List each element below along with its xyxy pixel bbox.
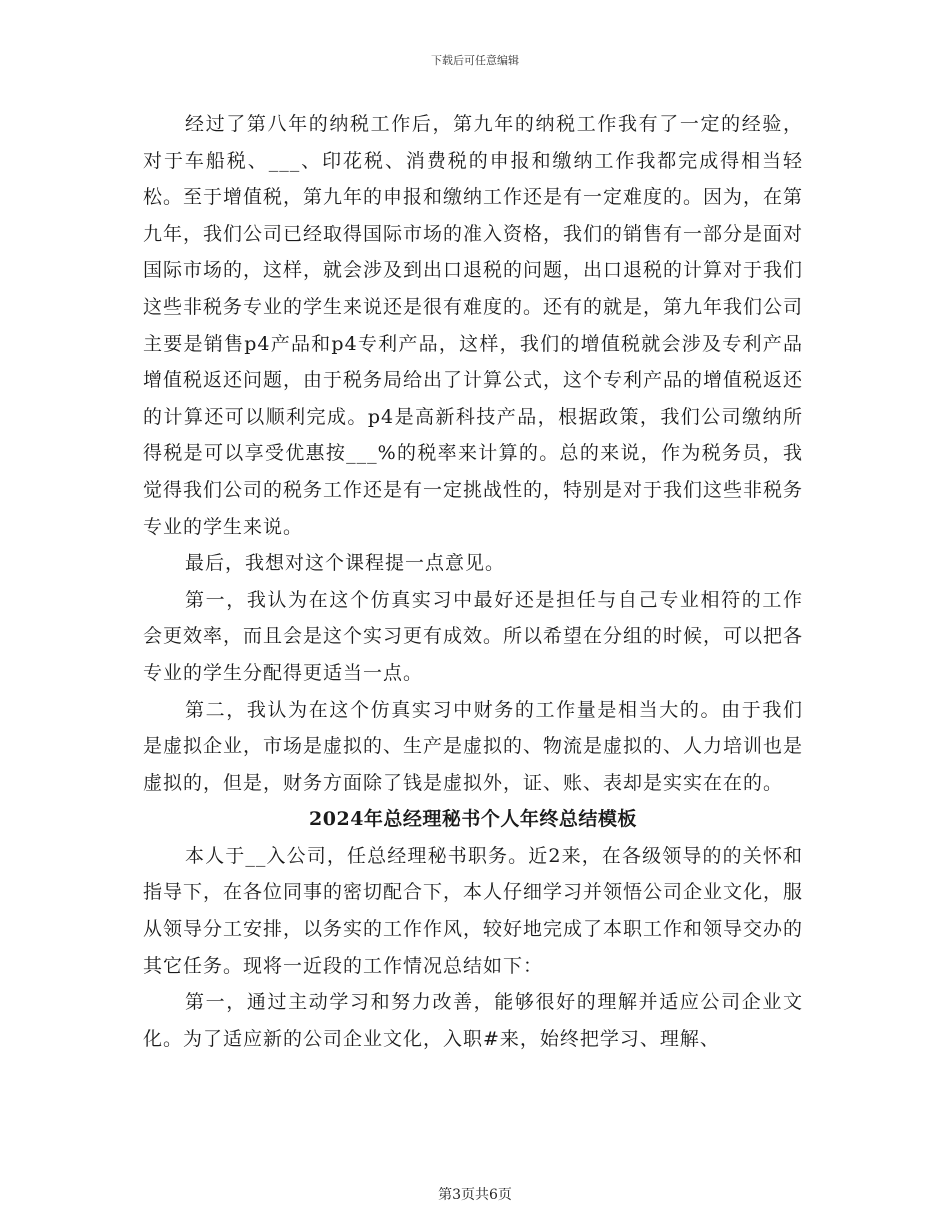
paragraph-suggestion-first: 第一，我认为在这个仿真实习中最好还是担任与自己专业相符的工作会更效率，而且会是这个实习更有成效。所以希望在分组的时候，可以把各专业的学生分配得更适当一点。 bbox=[143, 588, 804, 684]
paragraph-tax-work: 经过了第八年的纳税工作后，第九年的纳税工作我有了一定的经验，对于车船税、___、印花税、消费税的申报和缴纳工作我都完成得相当轻松。至于增值税，第九年的申报和缴纳工作还是有一定难度的。因为，在第九年，我们公司已经取得国际市场的准入资格，我们的销售有一部分是面对国际市场的，这样，就会涉及到出口退税的问题，出口退税的计算对于我们这些非税务专业的学生来说还是很有难度的。还有的就是，第九年我们公司主要是销售p4产品和p4专利产品，这样，我们的增值税就会涉及专利产品增值税返还问题，由于税务局给出了计算公式，这个专利产品的增值税返还的计算还可以顺利完成。p4是高新科技产品，根据政策，我们公司缴纳所得税是可以享受优惠按___%的税率来计算的。总的来说，作为税务员，我觉得我们公司的税务工作还是有一定挑战性的，特别是对于我们这些非税务专业的学生来说。 bbox=[143, 113, 804, 538]
paragraph-suggestion-second: 第二，我认为在这个仿真实习中财务的工作量是相当大的。由于我们是虚拟企业，市场是虚拟的、生产是虚拟的、物流是虚拟的、人力培训也是虚拟的，但是，财务方面除了钱是虚拟外，证、账、表却是实实在在的。 bbox=[143, 698, 804, 794]
section-heading: 2024年总经理秘书个人年终总结模板 bbox=[309, 808, 637, 831]
page-header: 下载后可任意编辑 bbox=[431, 54, 519, 67]
paragraph-secretary-first: 第一，通过主动学习和努力改善，能够很好的理解并适应公司企业文化。为了适应新的公司企业文化，入职#来，始终把学习、理解、 bbox=[143, 991, 803, 1050]
document-body bbox=[143, 106, 803, 1057]
paragraph-suggestions-intro: 最后，我想对这个课程提一点意见。 bbox=[185, 552, 506, 575]
paragraph-secretary-intro: 本人于__入公司，任总经理秘书职务。近2来，在各级领导的的关怀和指导下，在各位同事的密切配合下，本人仔细学习并领悟公司企业文化，服从领导分工安排，以务实的工作作风，较好地完成了本职工作和领导交办的其它任务。现将一近段的工作情况总结如下： bbox=[143, 844, 804, 977]
page-footer: 第3页共6页 bbox=[438, 1187, 512, 1203]
